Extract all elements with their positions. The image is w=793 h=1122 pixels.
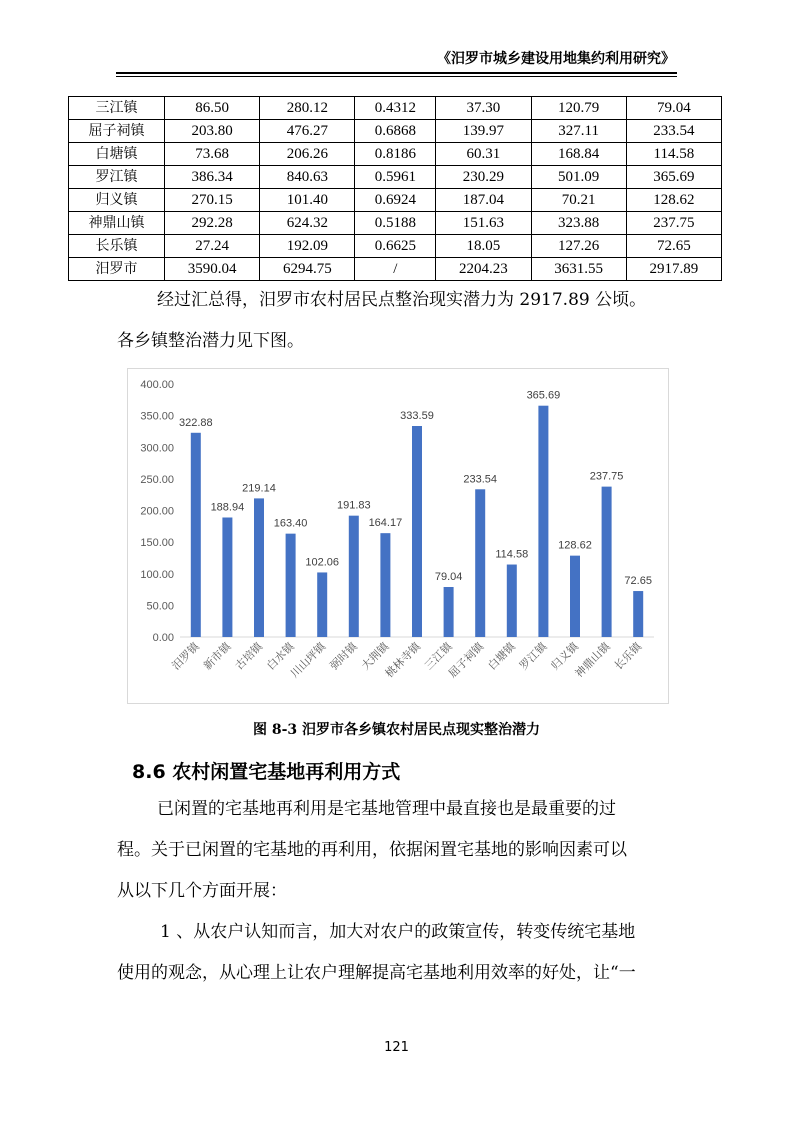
section-heading: 8.6 农村闲置宅基地再利用方式 (132, 761, 401, 783)
x-tick-label: 神鼎山镇 (572, 639, 613, 681)
table-cell-value: 840.63 (260, 166, 355, 189)
table-cell-value: 70.21 (531, 189, 626, 212)
body-p2-line-2: 使用的观念，从心理上让农户理解提高宅基地利用效率的好处，让“一 (117, 963, 636, 983)
bar (412, 426, 422, 637)
table-cell-value: 60.31 (436, 143, 531, 166)
bar (380, 533, 390, 637)
table-cell-value: 203.80 (165, 120, 260, 143)
table-cell-town: 白塘镇 (69, 143, 165, 166)
page-number: 121 (384, 1040, 409, 1055)
bar-chart (127, 368, 669, 704)
x-tick-label: 古培镇 (232, 639, 266, 673)
table-cell-value: 323.88 (531, 212, 626, 235)
table-cell-value: 0.5961 (355, 166, 436, 189)
table-cell-town: 归义镇 (69, 189, 165, 212)
data-label: 365.69 (526, 389, 561, 402)
x-tick-label: 大荆镇 (358, 639, 392, 673)
table-cell-value: 139.97 (436, 120, 531, 143)
y-tick-label: 100.00 (140, 568, 174, 581)
header-rule-thick (116, 72, 677, 74)
bar (633, 591, 643, 637)
table-cell-value: 101.40 (260, 189, 355, 212)
table-row (69, 143, 722, 166)
bar (317, 572, 327, 637)
table-cell-value: 86.50 (165, 97, 260, 120)
table-row (69, 189, 722, 212)
bar (286, 534, 296, 637)
table-cell-value: 192.09 (260, 235, 355, 258)
potential-table (68, 96, 722, 281)
data-label: 79.04 (434, 571, 463, 584)
table-cell-value: 18.05 (436, 235, 531, 258)
data-label: 322.88 (178, 416, 213, 429)
bar (222, 517, 232, 637)
data-label: 163.40 (273, 517, 308, 530)
table-cell-value: 27.24 (165, 235, 260, 258)
data-label: 191.83 (336, 499, 371, 512)
y-tick-label: 50.00 (146, 600, 174, 613)
summary-line-1: 经过汇总得，汨罗市农村居民点整治现实潜力为 2917.89 公顷。 (157, 290, 647, 310)
table-cell-value: 0.5188 (355, 212, 436, 235)
table-cell-value: 120.79 (531, 97, 626, 120)
y-tick-label: 250.00 (140, 473, 174, 486)
data-label: 102.06 (305, 556, 340, 569)
x-tick-label: 新市镇 (200, 639, 234, 673)
table-cell-value: 0.4312 (355, 97, 436, 120)
table-cell-value: 230.29 (436, 166, 531, 189)
table-cell-value: 292.28 (165, 212, 260, 235)
bar (570, 556, 580, 637)
table-cell-value: 233.54 (626, 120, 721, 143)
x-tick-label: 屈子祠镇 (446, 639, 487, 681)
running-header-title: 《汨罗市城乡建设用地集约利用研究》 (437, 51, 675, 67)
body-p1-line-3: 从以下几个方面开展： (117, 881, 287, 901)
table-cell-value: 79.04 (626, 97, 721, 120)
table-body (69, 97, 722, 281)
data-label: 237.75 (589, 470, 624, 483)
body-p2-line-1: 1 、从农户认知而言，加大对农户的政策宣传，转变传统宅基地 (160, 922, 636, 942)
header-rule-thin (116, 76, 677, 77)
data-label: 128.62 (558, 539, 592, 552)
body-p1-line-2: 程。关于已闲置的宅基地的再利用，依据闲置宅基地的影响因素可以 (117, 840, 627, 860)
x-tick-label: 长乐镇 (611, 639, 645, 673)
table-row (69, 97, 722, 120)
table-cell-value: 0.6924 (355, 189, 436, 212)
table-cell-town: 汨罗市 (69, 258, 165, 281)
table-row (69, 212, 722, 235)
table-cell-town: 三江镇 (69, 97, 165, 120)
table-cell-value: 206.26 (260, 143, 355, 166)
table-cell-value: 476.27 (260, 120, 355, 143)
table-cell-town: 屈子祠镇 (69, 120, 165, 143)
x-tick-label: 罗江镇 (516, 639, 550, 673)
table-cell-value: 327.11 (531, 120, 626, 143)
data-label: 114.58 (495, 548, 529, 561)
x-tick-label: 川山坪镇 (288, 639, 329, 681)
table-cell-value: 73.68 (165, 143, 260, 166)
table-cell-value: 280.12 (260, 97, 355, 120)
table-cell-value: 0.6625 (355, 235, 436, 258)
x-tick-label: 桃林寺镇 (382, 639, 424, 681)
x-tick-label: 汨罗镇 (169, 639, 202, 673)
y-tick-label: 350.00 (140, 410, 174, 423)
data-label: 219.14 (242, 482, 276, 495)
bar (538, 406, 548, 637)
bar (602, 487, 612, 637)
table-cell-value: 501.09 (531, 166, 626, 189)
y-tick-label: 200.00 (140, 505, 174, 518)
table-cell-value: 2204.23 (436, 258, 531, 281)
figure-caption: 图 8-3 汨罗市各乡镇农村居民点现实整治潜力 (252, 722, 541, 738)
table-row (69, 120, 722, 143)
x-tick-label: 三江镇 (422, 639, 455, 673)
y-tick-label: 0.00 (152, 632, 174, 644)
data-label: 188.94 (210, 501, 245, 514)
table-cell-value: 2917.89 (626, 258, 721, 281)
table-cell-town: 罗江镇 (69, 166, 165, 189)
x-tick-label: 弼时镇 (327, 639, 360, 673)
table-cell-town: 神鼎山镇 (69, 212, 165, 235)
table-cell-value: 168.84 (531, 143, 626, 166)
x-tick-label: 白塘镇 (485, 639, 518, 673)
table-cell-value: 3590.04 (165, 258, 260, 281)
table-row (69, 258, 722, 281)
table-cell-value: 6294.75 (260, 258, 355, 281)
table-cell-value: 128.62 (626, 189, 721, 212)
table-cell-value: / (355, 258, 436, 281)
table-cell-value: 37.30 (436, 97, 531, 120)
data-label: 164.17 (368, 517, 403, 530)
table-cell-value: 0.6868 (355, 120, 436, 143)
bar (254, 498, 264, 637)
table-cell-value: 624.32 (260, 212, 355, 235)
bar (475, 489, 485, 637)
table-cell-town: 长乐镇 (69, 235, 165, 258)
table-cell-value: 114.58 (626, 143, 721, 166)
y-tick-label: 400.00 (140, 379, 174, 391)
table-cell-value: 187.04 (436, 189, 531, 212)
table-cell-value: 0.8186 (355, 143, 436, 166)
table-cell-value: 3631.55 (531, 258, 626, 281)
table-cell-value: 127.26 (531, 235, 626, 258)
table-row (69, 166, 722, 189)
table-cell-value: 237.75 (626, 212, 721, 235)
table-cell-value: 151.63 (436, 212, 531, 235)
y-tick-label: 150.00 (140, 537, 174, 550)
table-cell-value: 386.34 (165, 166, 260, 189)
x-tick-label: 归义镇 (548, 639, 582, 673)
table-cell-value: 72.65 (626, 235, 721, 258)
table-cell-value: 270.15 (165, 189, 260, 212)
bar (444, 587, 454, 637)
bar-chart-svg (128, 369, 668, 703)
body-p1-line-1: 已闲置的宅基地再利用是宅基地管理中最直接也是最重要的过 (157, 799, 616, 819)
summary-line-2: 各乡镇整治潜力见下图。 (117, 331, 304, 351)
x-tick-label: 白水镇 (264, 639, 297, 673)
table-cell-value: 365.69 (626, 166, 721, 189)
bar (507, 565, 517, 637)
data-label: 233.54 (463, 473, 498, 486)
data-label: 333.59 (400, 410, 434, 423)
y-tick-label: 300.00 (140, 442, 174, 455)
bar (191, 433, 201, 637)
table-row (69, 235, 722, 258)
data-label: 72.65 (624, 575, 652, 588)
bar (349, 516, 359, 637)
